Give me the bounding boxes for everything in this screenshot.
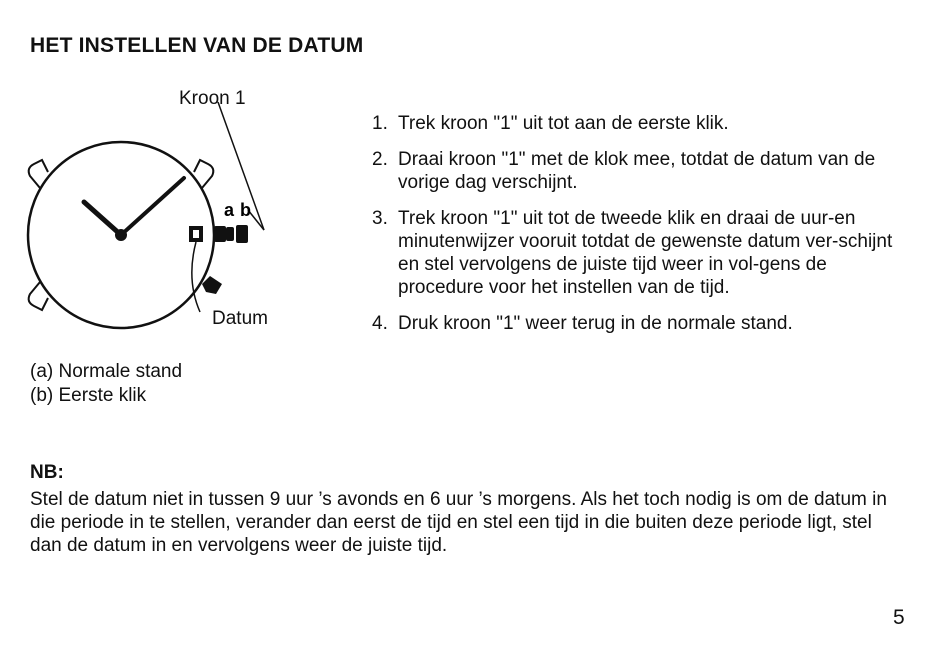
crown-1 xyxy=(214,226,226,242)
step-number: 1. xyxy=(372,113,388,134)
steps-list xyxy=(372,112,897,348)
lower-crown xyxy=(202,276,222,294)
note-text: Stel de datum niet in tussen 9 uur ’s avonds en 6 uur ’s morgens. Als het toch nodig is om de datum in die periode in te stellen, verander dan eerst de tijd en stel een tijd in die buiten deze periode ligt, stel dan de datum in en vervolgens weer de juiste tijd. xyxy=(30,489,887,556)
step-number: 2. xyxy=(372,149,388,170)
position-b-label: b xyxy=(240,200,251,220)
crown-label: Kroon 1 xyxy=(179,88,246,109)
step-text: Trek kroon "1" uit tot aan de eerste klik. xyxy=(398,113,729,134)
step-text: Trek kroon "1" uit tot de tweede klik en draai de uur-en minutenwijzer vooruit totdat de gewenste datum ver-schijnt en stel vervolgens de juiste tijd weer in vol-gens de procedure voor het instellen van de tijd. xyxy=(398,208,893,298)
step-number: 3. xyxy=(372,208,388,229)
step-item xyxy=(372,148,897,194)
pusher-top-right xyxy=(194,160,213,188)
pusher-bottom-left xyxy=(29,282,48,310)
date-label: Datum xyxy=(212,308,268,329)
legend-item-a: (a) Normale stand xyxy=(30,361,183,382)
pusher-top-left xyxy=(29,160,48,188)
legend-item-b: (b) Eerste klik xyxy=(30,385,147,406)
date-leader xyxy=(192,242,200,312)
step-text: Draai kroon "1" met de klok mee, totdat de datum van de vorige dag verschijnt. xyxy=(398,149,876,193)
step-text: Druk kroon "1" weer terug in de normale stand. xyxy=(398,313,793,334)
hour-hand xyxy=(84,202,121,235)
step-number: 4. xyxy=(372,313,388,334)
center-pin xyxy=(115,229,127,241)
minute-hand xyxy=(121,178,184,235)
watch-diagram xyxy=(18,80,318,350)
note-heading: NB: xyxy=(30,462,64,483)
step-item xyxy=(372,207,897,299)
position-a-label: a xyxy=(224,200,235,220)
legend xyxy=(30,360,182,408)
page-title: HET INSTELLEN VAN DE DATUM xyxy=(30,34,364,57)
step-item xyxy=(372,312,897,335)
step-item xyxy=(372,112,897,135)
page-number: 5 xyxy=(893,606,905,629)
